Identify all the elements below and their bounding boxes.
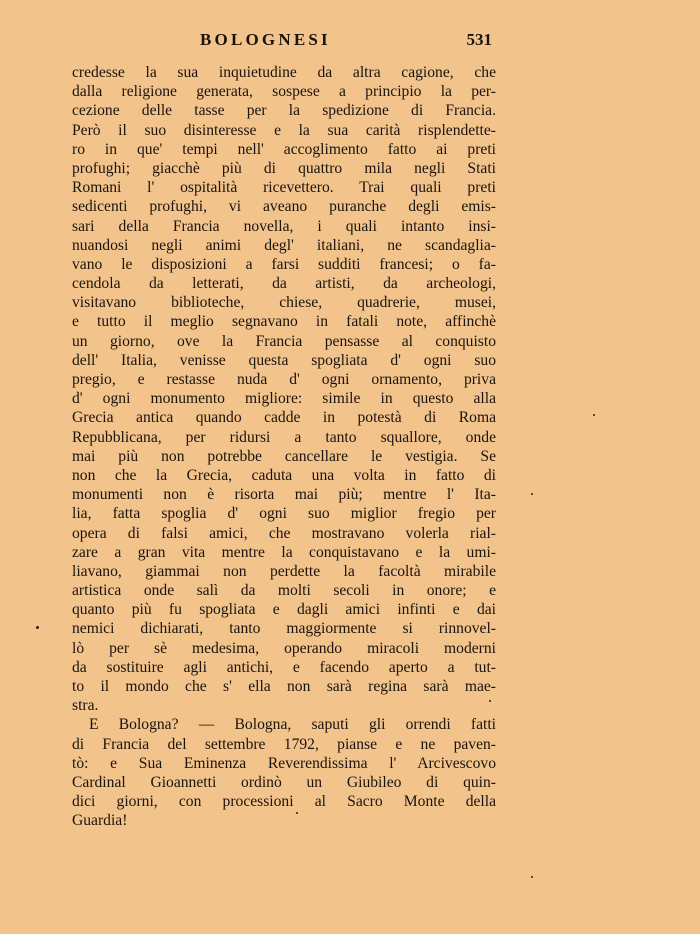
text-line: lò per sè medesima, operando miracoli moderni [72, 639, 496, 657]
text-line: quanto più fu spogliata e dagli amici infinti e dai [72, 601, 496, 619]
text-line: Grecia antica quando cadde in potestà di Roma [72, 409, 496, 427]
text-line: tò: e Sua Eminenza Reverendissima l' Arcivescovo [72, 754, 496, 772]
text-line: pregio, e restasse nuda d' ogni ornamento, priva [72, 371, 496, 388]
text-line: mai più non potrebbe cancellare le vestigia. Se [72, 447, 496, 465]
text-line: non che la Grecia, caduta una volta in fatto di [72, 466, 496, 484]
text-line: sedicenti profughi, vi aveano puranche degli emis- [72, 198, 496, 216]
text-line: dici giorni, con processioni al Sacro Monte della [72, 793, 496, 811]
text-line: stra. [72, 697, 99, 715]
page-number: 531 [466, 30, 492, 49]
text-line: un giorno, ove la Francia pensasse al conquisto [72, 332, 496, 350]
text-line: di Francia del settembre 1792, pianse e ne paven- [72, 735, 496, 753]
text-line: cendola da letterati, da artisti, da archeologi, [72, 275, 496, 293]
text-line: Romani l' ospitalità ricevettero. Trai quali preti [72, 179, 496, 197]
print-speck [489, 700, 491, 702]
print-speck [36, 626, 39, 629]
text-line: cezione delle tasse per la spedizione di Francia. [72, 102, 496, 120]
text-line: monumenti non è risorta mai più; mentre l' Ita- [72, 486, 496, 504]
print-speck [296, 812, 298, 814]
text-line: to il mondo che s' ella non sarà regina sarà mae- [72, 678, 496, 695]
text-line: lia, fatta spoglia d' ogni suo miglior fregio per [72, 505, 496, 523]
text-line: vano le disposizioni a farsi sudditi francesi; o fa- [72, 255, 496, 273]
text-line: nemici dichiarati, tanto maggiormente si rinnovel- [72, 620, 496, 638]
text-line: sari della Francia novella, i quali intanto insi- [72, 217, 496, 235]
print-speck [593, 414, 595, 416]
print-speck [531, 493, 533, 495]
text-line: nuandosi negli animi degl' italiani, ne scandaglia- [72, 236, 496, 254]
text-line: E Bologna? — Bologna, saputi gli orrendi fatti [89, 716, 496, 734]
text-line: zare a gran vita mentre la conquistavano e la umi- [72, 543, 496, 561]
text-line: artistica onde salì da molti secoli in onore; e [72, 582, 496, 600]
text-line: e tutto il meglio segnavano in fatali note, affinchè [72, 313, 496, 331]
print-speck [531, 876, 533, 878]
text-line: visitavano biblioteche, chiese, quadrerie, musei, [72, 294, 496, 312]
text-line: Repubblicana, per ridursi a tanto squallore, onde [72, 428, 496, 446]
text-line: da sostituire agli antichi, e facendo aperto a tut- [72, 658, 496, 676]
paragraph [72, 715, 496, 830]
running-header [72, 29, 492, 51]
text-line: Però il suo disinteresse e la sua carità risplendette- [72, 121, 496, 139]
text-line: dalla religione generata, sospese a principio la per- [72, 83, 496, 101]
text-line: Cardinal Gioannetti ordinò un Giubileo di quin- [72, 773, 496, 791]
text-line: d' ogni monumento migliore: simile in questo alla [72, 390, 496, 408]
body-text [72, 63, 496, 831]
paragraph [72, 63, 496, 715]
text-line: liavano, giammai non perdette la facoltà mirabile [72, 562, 496, 580]
text-line: Guardia! [72, 812, 128, 830]
text-line: ro in que' tempi nell' accoglimento fatto ai preti [72, 140, 496, 158]
text-line: opera di falsi amici, che mostravano volerla rial- [72, 524, 496, 542]
text-line: dell' Italia, venisse questa spogliata d' ogni suo [72, 351, 496, 369]
text-line: profughi; giacchè più di quattro mila negli Stati [72, 159, 496, 177]
text-line: credesse la sua inquietudine da altra cagione, che [72, 64, 496, 81]
running-title: BOLOGNESI [200, 30, 331, 49]
